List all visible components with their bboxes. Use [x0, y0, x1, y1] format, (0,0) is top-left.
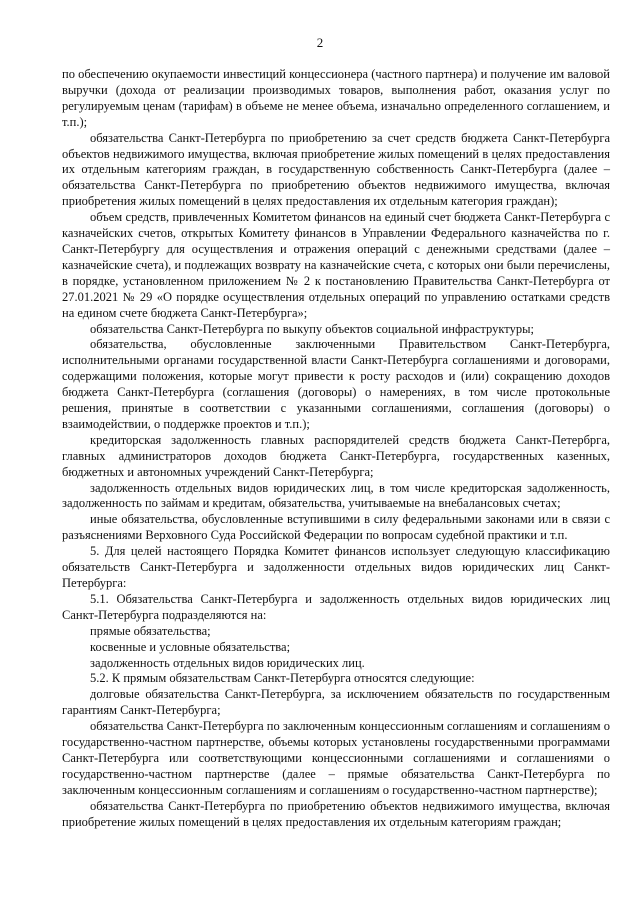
paragraph: долговые обязательства Санкт-Петербурга, за исключением обязательств по государственным гарантиям Санкт-Петербурга; — [62, 687, 610, 718]
document-body — [62, 67, 610, 831]
paragraph: кредиторская задолженность главных распорядителей средств бюджета Санкт-Петербрга, главных администраторов доходов бюджета Санкт-Петербурга, государственных казенных, бюджетных и автономных учреждений Санкт-Петербурга; — [62, 432, 610, 479]
paragraph: задолженность отдельных видов юридических лиц. — [90, 655, 365, 670]
paragraph: прямые обязательства; — [90, 623, 211, 638]
paragraph: обязательства Санкт-Петербурга по заключенным концессионным соглашениям и соглашениям о государственно-частном партнерстве, объемы которых установлены государственными программами Санкт-Петербурга или соответствующими концессионными соглашениями и соглашениями о государственно-частном партнерстве (далее – прямые обязательства Санкт-Петербурга по заключенным концессионным соглашениям и соглашениям о государственно-частном партнерстве); — [62, 719, 610, 797]
paragraph: обязательства Санкт-Петербурга по приобретению объектов недвижимого имущества, включая приобретение жилых помещений в целях предоставления их отдельным категориям граждан; — [62, 798, 610, 829]
paragraph: 5.1. Обязательства Санкт-Петербурга и задолженность отдельных видов юридических лиц Санкт-Петербурга подразделяются на: — [62, 591, 610, 622]
paragraph: 5. Для целей настоящего Порядка Комитет финансов использует следующую классификацию обязательств Санкт-Петербурга и задолженности отдельных видов юридических лиц Санкт-Петербурга: — [62, 544, 610, 590]
paragraph: обязательства Санкт-Петербурга по выкупу объектов социальной инфраструктуры; — [90, 321, 534, 336]
page-number: 2 — [316, 35, 324, 50]
paragraph: объем средств, привлеченных Комитетом финансов на единый счет бюджета Санкт-Петербурга с казначейских счетов, открытых Комитету финансов в Управлении Федерального казначейства по г. Санкт-Петербургу для осуществления и отражения операций с денежными средствами (далее – казначейские счета), и подлежащих возврату на казначейские счета, с которых они были перечислены, в порядке, установленном приложением № 2 к постановлению Правительства Санкт-Петербурга от 27.01.2021 № 29 «О порядке осуществления отдельных операций по управлению остатками средств на едином счете бюджета Санкт-Петербурга»; — [62, 210, 610, 320]
paragraph: обязательства, обусловленные заключенными Правительством Санкт-Петербурга, исполнительными органами государственной власти Санкт-Петербурга соглашениями и договорами, содержащими положения, которые могут привести к росту расходов и (или) сокращению доходов бюджета Санкт-Петербурга (соглашения (договоры) о намерениях, в том числе протокольные решения, принятые в соответствии с указанными соглашениями, соглашения (договоры) о взаимодействии, о поддержке проектов и т.п.); — [62, 337, 610, 431]
paragraph: по обеспечению окупаемости инвестиций концессионера (частного партнера) и получение им валовой выручки (дохода от реализации производимых товаров, выполнения работ, оказания услуг по регулируемым ценам (тарифам) в объеме не менее объема, изначально определенного соглашением, и т.п.); — [62, 67, 610, 129]
paragraph: косвенные и условные обязательства; — [90, 639, 291, 654]
paragraph: обязательства Санкт-Петербурга по приобретению за счет средств бюджета Санкт-Петербурга объектов недвижимого имущества, включая приобретение жилых помещений в целях предоставления их отдельным категориям граждан, в государственную собственность Санкт-Петербурга (далее – обязательства Санкт-Петербурга по приобретению объектов недвижимого имущества, включая приобретения жилых помещений в целях предоставления их отдельным категория граждан); — [62, 130, 610, 209]
paragraph: задолженность отдельных видов юридических лиц, в том числе кредиторская задолженность, задолженность по займам и кредитам, обязательства, учитываемые на внебалансовых счетах; — [62, 480, 610, 511]
paragraph: 5.2. К прямым обязательствам Санкт-Петербурга относятся следующие: — [90, 671, 475, 686]
paragraph: иные обязательства, обусловленные вступившими в силу федеральными законами или в связи с разъяснениями Верховного Суда Российской Федерации по вопросам судебной практики и т.п. — [62, 512, 610, 543]
